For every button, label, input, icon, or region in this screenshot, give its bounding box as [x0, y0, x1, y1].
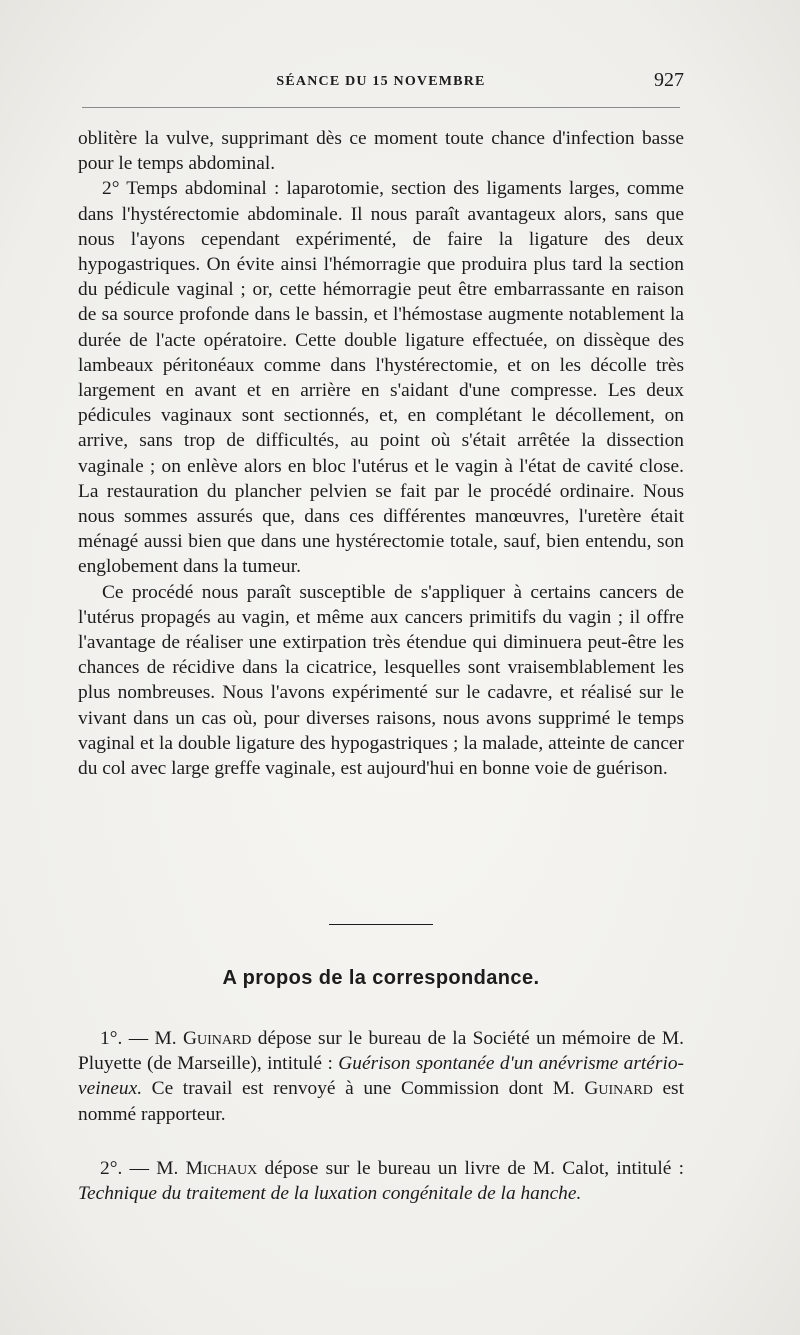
work-title: Guérison spontanée d'un anévrisme artério-veineux. — [78, 1053, 684, 1100]
header-title: SÉANCE DU 15 NOVEMBRE — [276, 74, 486, 89]
paragraph: 2° Temps abdominal : laparotomie, section des ligaments larges, comme dans l'hystérectomie abdominale. Il nous paraît avantageux alors, sans que nous l'ayons cependant expérimenté, de faire la ligature des deux hypogastriques. On évite ainsi l'hémorragie que produira plus tard la section du pédicule vaginal ; or, cette hémorragie peut être embarrassante en raison de sa source profonde dans le bassin, et l'hémostase augmente notablement la durée de l'acte opératoire. Cette double ligature effectuée, on dissèque des lambeaux péritonéaux comme dans l'hystérectomie, et on les décolle très largement en avant et en arrière en s'aidant d'une compresse. Les deux pédicules vaginaux sont sectionnés, et, en complétant le décollement, on arrive, sans trop de difficultés, au point où s'était arrêtée la dissection vaginale ; on enlève alors en bloc l'utérus et le vagin à l'état de cavité close. La restauration du plancher pelvien se fait par le procédé ordinaire. Nous nous sommes assurés que, dans ces différentes manœuvres, l'uretère était ménagé aussi bien que dans une hystérectomie totale, sauf, bien entendu, son englobement dans la tumeur. — [78, 178, 684, 578]
person-name: Guinard — [584, 1078, 653, 1100]
item-text: Ce travail est renvoyé à une Commission dont M. — [142, 1078, 585, 1100]
work-title: Technique du traitement de la luxation congénitale de la hanche. — [78, 1183, 582, 1205]
section-title: A propos de la correspondance. — [222, 967, 540, 989]
item-text: dépose sur le bureau de la Société un mémoire de M. Pluyette (de Marseille), intitulé : — [78, 1028, 684, 1075]
running-header — [78, 66, 684, 100]
paragraph: oblitère la vulve, supprimant dès ce moment toute chance d'infection basse pour le temps abdominal. — [78, 128, 684, 175]
item-number: 2°. — [100, 1158, 123, 1179]
main-text — [78, 126, 684, 781]
person-name: Michaux — [185, 1158, 258, 1179]
separator-rule — [329, 924, 433, 925]
correspondence-item — [78, 1156, 684, 1206]
item-text: dépose sur le bureau un livre de M. Calot, intitulé : — [257, 1158, 684, 1179]
item-dash: — M. — [122, 1158, 186, 1179]
header-rule — [82, 107, 680, 108]
paragraph: Ce procédé nous paraît susceptible de s'appliquer à certains cancers de l'utérus propagés au vagin, et même aux cancers primitifs du vagin ; il offre l'avantage de réaliser une extirpation très étendue qui diminuera peut-être les chances de récidive dans la cicatrice, lesquelles sont vraisemblablement les plus nombreuses. Nous l'avons expérimenté sur le cadavre, et réalisé sur le vivant dans un cas où, pour diverses raisons, nous avons supprimé le temps vaginal et la double ligature des hypogastriques ; la malade, atteinte de cancer du col avec large greffe vaginale, est aujourd'hui en bonne voie de guérison. — [78, 581, 684, 780]
page-number: 927 — [654, 69, 684, 91]
correspondence-item — [78, 1026, 684, 1127]
item-number: 1°. — [100, 1028, 123, 1049]
person-name: Guinard — [182, 1028, 252, 1049]
item-dash: — M. — [122, 1028, 183, 1049]
item-text: est nommé rapporteur. — [78, 1078, 684, 1125]
